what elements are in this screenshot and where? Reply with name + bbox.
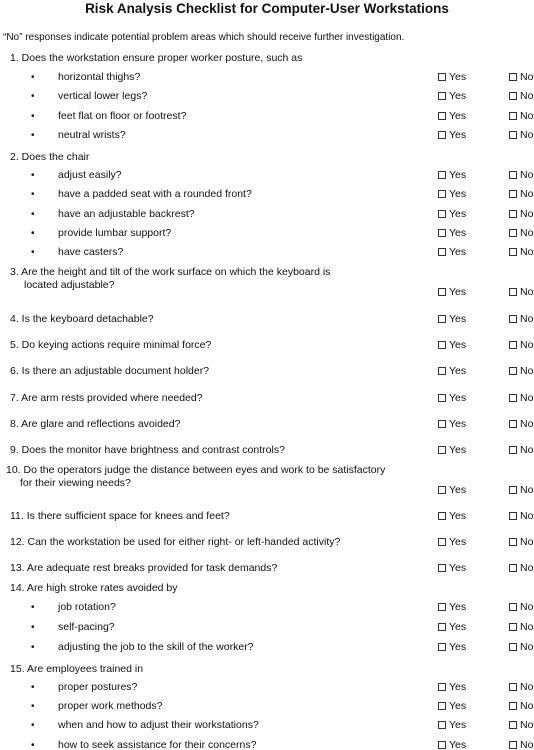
- no-option[interactable]: [509, 484, 533, 497]
- bullet-icon: •: [31, 602, 35, 613]
- yes-label: Yes: [449, 392, 467, 404]
- yes-checkbox[interactable]: [438, 288, 446, 296]
- no-label: No: [520, 484, 534, 496]
- question-text: [10, 536, 340, 549]
- question-line: 2. Does the chair: [10, 151, 90, 163]
- no-checkbox[interactable]: [509, 112, 517, 120]
- no-label: No: [520, 510, 534, 522]
- no-checkbox[interactable]: [509, 683, 517, 691]
- yes-checkbox[interactable]: [438, 229, 446, 237]
- no-checkbox[interactable]: [509, 248, 517, 256]
- no-label: No: [520, 110, 534, 122]
- no-label: No: [520, 188, 534, 200]
- no-checkbox[interactable]: [509, 741, 517, 749]
- yes-option[interactable]: [438, 246, 466, 259]
- no-label: No: [520, 641, 534, 653]
- yes-option[interactable]: [438, 621, 466, 634]
- question-text: [10, 562, 277, 575]
- no-label: No: [520, 621, 534, 633]
- yes-option[interactable]: [438, 418, 466, 431]
- no-checkbox[interactable]: [509, 131, 517, 139]
- no-label: No: [520, 286, 534, 298]
- no-option[interactable]: [509, 562, 533, 575]
- question-line: 9. Does the monitor have brightness and contrast controls?: [10, 444, 285, 456]
- question-text: [10, 418, 180, 431]
- yes-label: Yes: [449, 562, 467, 574]
- checklist-question: [0, 444, 534, 458]
- question-line: 14. Are high stroke rates avoided by: [10, 582, 178, 594]
- checklist-subitem: [0, 71, 534, 85]
- bullet-icon: •: [31, 642, 35, 653]
- question-text: [10, 392, 203, 405]
- question-text: [10, 151, 89, 164]
- no-option[interactable]: [509, 227, 533, 240]
- no-label: No: [520, 418, 534, 430]
- subitem-text: have an adjustable backrest?: [58, 208, 195, 220]
- checklist-subitem: [0, 169, 534, 183]
- no-label: No: [520, 208, 534, 220]
- yes-label: Yes: [449, 339, 467, 351]
- no-label: No: [520, 601, 534, 613]
- checklist-question: [0, 536, 534, 550]
- checklist-subitem: [0, 700, 534, 714]
- bullet-icon: •: [31, 247, 35, 258]
- yes-option[interactable]: [438, 188, 466, 201]
- subitem-text: when and how to adjust their workstations?: [58, 719, 259, 731]
- yes-option[interactable]: [438, 739, 466, 750]
- question-line: 4. Is the keyboard detachable?: [10, 313, 154, 325]
- yes-option[interactable]: [438, 286, 466, 299]
- subitem-text: vertical lower legs?: [58, 90, 148, 102]
- yes-option[interactable]: [438, 700, 466, 713]
- no-label: No: [520, 700, 534, 712]
- yes-label: Yes: [449, 227, 467, 239]
- question-text: [10, 339, 211, 352]
- no-checkbox[interactable]: [509, 603, 517, 611]
- no-option[interactable]: [509, 719, 533, 732]
- checklist-subitem: [0, 188, 534, 202]
- no-label: No: [520, 681, 534, 693]
- yes-option[interactable]: [438, 510, 466, 523]
- question-text: [10, 365, 209, 378]
- question-line: 6. Is there an adjustable document holder?: [10, 365, 210, 377]
- bullet-icon: •: [31, 740, 35, 750]
- no-label: No: [520, 71, 534, 83]
- yes-label: Yes: [449, 510, 467, 522]
- no-checkbox[interactable]: [509, 564, 517, 572]
- no-option[interactable]: [509, 601, 533, 614]
- yes-label: Yes: [449, 536, 467, 548]
- yes-label: Yes: [449, 365, 467, 377]
- no-option[interactable]: [509, 510, 533, 523]
- yes-checkbox[interactable]: [438, 394, 446, 402]
- no-option[interactable]: [509, 71, 533, 84]
- no-label: No: [520, 246, 534, 258]
- question-line: 10. Do the operators judge the distance between eyes and work to be satisfactory: [6, 464, 386, 476]
- subitem-text: proper work methods?: [58, 700, 163, 712]
- yes-label: Yes: [449, 246, 467, 258]
- no-label: No: [520, 444, 534, 456]
- yes-checkbox[interactable]: [438, 741, 446, 749]
- question-text: [10, 510, 230, 523]
- bullet-icon: •: [31, 209, 35, 220]
- yes-checkbox[interactable]: [438, 420, 446, 428]
- yes-option[interactable]: [438, 313, 466, 326]
- checklist-question: [0, 464, 534, 496]
- no-checkbox[interactable]: [509, 315, 517, 323]
- yes-label: Yes: [449, 129, 467, 141]
- no-option[interactable]: [509, 392, 533, 405]
- yes-option[interactable]: [438, 484, 466, 497]
- no-checkbox[interactable]: [509, 420, 517, 428]
- checklist-question: [0, 52, 534, 66]
- yes-option[interactable]: [438, 392, 466, 405]
- yes-option[interactable]: [438, 365, 466, 378]
- yes-checkbox[interactable]: [438, 564, 446, 572]
- yes-checkbox[interactable]: [438, 623, 446, 631]
- no-option[interactable]: [509, 286, 533, 299]
- yes-option[interactable]: [438, 71, 466, 84]
- yes-checkbox[interactable]: [438, 131, 446, 139]
- no-label: No: [520, 169, 534, 181]
- yes-label: Yes: [449, 313, 467, 325]
- question-line: 5. Do keying actions require minimal force?: [10, 339, 212, 351]
- no-option[interactable]: [509, 129, 533, 142]
- no-checkbox[interactable]: [509, 394, 517, 402]
- question-text: [10, 266, 330, 292]
- no-option[interactable]: [509, 169, 533, 182]
- yes-option[interactable]: [438, 562, 466, 575]
- yes-label: Yes: [449, 169, 467, 181]
- yes-checkbox[interactable]: [438, 486, 446, 494]
- bullet-icon: •: [31, 130, 35, 141]
- yes-checkbox[interactable]: [438, 92, 446, 100]
- yes-checkbox[interactable]: [438, 721, 446, 729]
- question-line: 8. Are glare and reflections avoided?: [10, 418, 181, 430]
- checklist-question: [0, 151, 534, 165]
- subitem-text: provide lumbar support?: [58, 227, 172, 239]
- yes-checkbox[interactable]: [438, 210, 446, 218]
- no-option[interactable]: [509, 365, 533, 378]
- bullet-icon: •: [31, 111, 35, 122]
- subitem-text: how to seek assistance for their concerns?: [58, 739, 257, 750]
- no-checkbox[interactable]: [509, 229, 517, 237]
- yes-label: Yes: [449, 739, 467, 750]
- question-line: 7. Are arm rests provided where needed?: [10, 392, 203, 404]
- no-label: No: [520, 90, 534, 102]
- no-label: No: [520, 129, 534, 141]
- no-checkbox[interactable]: [509, 702, 517, 710]
- checklist-subitem: [0, 246, 534, 260]
- yes-option[interactable]: [438, 719, 466, 732]
- no-checkbox[interactable]: [509, 288, 517, 296]
- subitem-text: proper postures?: [58, 681, 138, 693]
- no-label: No: [520, 313, 534, 325]
- checklist-question: [0, 582, 534, 596]
- no-label: No: [520, 365, 534, 377]
- no-option[interactable]: [509, 700, 533, 713]
- subitem-text: horizontal thighs?: [58, 71, 141, 83]
- yes-checkbox[interactable]: [438, 643, 446, 651]
- checklist-subitem: [0, 227, 534, 241]
- subitem-text: feet flat on floor or footrest?: [58, 110, 187, 122]
- yes-label: Yes: [449, 188, 467, 200]
- intro-note: “No” responses indicate potential problem areas which should receive further investigation.: [3, 32, 405, 43]
- no-checkbox[interactable]: [509, 210, 517, 218]
- bullet-icon: •: [31, 72, 35, 83]
- subitem-text: adjusting the job to the skill of the worker?: [58, 641, 254, 653]
- yes-checkbox[interactable]: [438, 315, 446, 323]
- no-option[interactable]: [509, 188, 533, 201]
- checklist-question: [0, 313, 534, 327]
- no-option[interactable]: [509, 536, 533, 549]
- question-line: 11. Is there sufficient space for knees and feet?: [10, 510, 230, 522]
- question-line: 1. Does the workstation ensure proper worker posture, such as: [10, 52, 303, 64]
- subitem-text: job rotation?: [58, 601, 116, 613]
- yes-label: Yes: [449, 641, 467, 653]
- yes-option[interactable]: [438, 227, 466, 240]
- yes-checkbox[interactable]: [438, 190, 446, 198]
- bullet-icon: •: [31, 91, 35, 102]
- no-label: No: [520, 339, 534, 351]
- question-text: [10, 663, 143, 676]
- no-checkbox[interactable]: [509, 446, 517, 454]
- document-title: Risk Analysis Checklist for Computer-User Workstations: [85, 1, 449, 16]
- no-checkbox[interactable]: [509, 643, 517, 651]
- no-option[interactable]: [509, 418, 533, 431]
- no-label: No: [520, 227, 534, 239]
- checklist-subitem: [0, 601, 534, 615]
- checklist-subitem: [0, 110, 534, 124]
- checklist-question: [0, 339, 534, 353]
- checklist-subitem: [0, 208, 534, 222]
- subitem-text: have casters?: [58, 246, 124, 258]
- checklist-subitem: [0, 739, 534, 750]
- no-checkbox[interactable]: [509, 538, 517, 546]
- question-line-2: located adjustable?: [24, 279, 115, 291]
- checklist-question: [0, 392, 534, 406]
- subitem-text: have a padded seat with a rounded front?: [58, 188, 252, 200]
- yes-option[interactable]: [438, 641, 466, 654]
- no-checkbox[interactable]: [509, 512, 517, 520]
- question-text: [10, 313, 154, 326]
- no-checkbox[interactable]: [509, 73, 517, 81]
- yes-label: Yes: [449, 700, 467, 712]
- no-checkbox[interactable]: [509, 190, 517, 198]
- yes-label: Yes: [449, 90, 467, 102]
- checklist-question: [0, 266, 534, 298]
- no-option[interactable]: [509, 739, 533, 750]
- yes-checkbox[interactable]: [438, 683, 446, 691]
- no-label: No: [520, 739, 534, 750]
- checklist-subitem: [0, 129, 534, 143]
- bullet-icon: •: [31, 622, 35, 633]
- checklist-subitem: [0, 90, 534, 104]
- yes-option[interactable]: [438, 90, 466, 103]
- question-text: [6, 464, 385, 490]
- no-label: No: [520, 392, 534, 404]
- yes-option[interactable]: [438, 129, 466, 142]
- no-checkbox[interactable]: [509, 486, 517, 494]
- no-option[interactable]: [509, 90, 533, 103]
- yes-label: Yes: [449, 418, 467, 430]
- yes-checkbox[interactable]: [438, 171, 446, 179]
- checklist-subitem: [0, 719, 534, 733]
- yes-label: Yes: [449, 719, 467, 731]
- subitem-text: self-pacing?: [58, 621, 115, 633]
- bullet-icon: •: [31, 189, 35, 200]
- no-option[interactable]: [509, 641, 533, 654]
- yes-checkbox[interactable]: [438, 603, 446, 611]
- checklist-subitem: [0, 681, 534, 695]
- no-checkbox[interactable]: [509, 171, 517, 179]
- no-option[interactable]: [509, 208, 533, 221]
- yes-checkbox[interactable]: [438, 367, 446, 375]
- question-text: [10, 582, 178, 595]
- bullet-icon: •: [31, 228, 35, 239]
- checklist-question: [0, 663, 534, 677]
- yes-label: Yes: [449, 484, 467, 496]
- bullet-icon: •: [31, 701, 35, 712]
- yes-checkbox[interactable]: [438, 446, 446, 454]
- yes-checkbox[interactable]: [438, 248, 446, 256]
- yes-label: Yes: [449, 681, 467, 693]
- question-text: [10, 52, 302, 65]
- no-option[interactable]: [509, 621, 533, 634]
- bullet-icon: •: [31, 720, 35, 731]
- question-line-2: for their viewing needs?: [20, 477, 131, 489]
- yes-label: Yes: [449, 621, 467, 633]
- no-checkbox[interactable]: [509, 92, 517, 100]
- question-line: 12. Can the workstation be used for either right- or left-handed activity?: [10, 536, 341, 548]
- yes-label: Yes: [449, 208, 467, 220]
- yes-checkbox[interactable]: [438, 512, 446, 520]
- no-option[interactable]: [509, 110, 533, 123]
- question-line: 13. Are adequate rest breaks provided for task demands?: [10, 562, 278, 574]
- no-option[interactable]: [509, 313, 533, 326]
- no-label: No: [520, 562, 534, 574]
- checklist-question: [0, 365, 534, 379]
- yes-option[interactable]: [438, 339, 466, 352]
- question-text: [10, 444, 285, 457]
- no-checkbox[interactable]: [509, 721, 517, 729]
- no-checkbox[interactable]: [509, 341, 517, 349]
- subitem-text: adjust easily?: [58, 169, 122, 181]
- no-option[interactable]: [509, 681, 533, 694]
- yes-checkbox[interactable]: [438, 702, 446, 710]
- yes-checkbox[interactable]: [438, 341, 446, 349]
- checklist-question: [0, 418, 534, 432]
- yes-option[interactable]: [438, 681, 466, 694]
- yes-label: Yes: [449, 71, 467, 83]
- no-option[interactable]: [509, 444, 533, 457]
- yes-label: Yes: [449, 110, 467, 122]
- question-line: 3. Are the height and tilt of the work surface on which the keyboard is: [10, 266, 331, 278]
- yes-option[interactable]: [438, 601, 466, 614]
- checklist-subitem: [0, 621, 534, 635]
- bullet-icon: •: [31, 682, 35, 693]
- yes-option[interactable]: [438, 110, 466, 123]
- checklist-subitem: [0, 641, 534, 655]
- no-option[interactable]: [509, 246, 533, 259]
- yes-label: Yes: [449, 286, 467, 298]
- yes-checkbox[interactable]: [438, 73, 446, 81]
- no-label: No: [520, 536, 534, 548]
- bullet-icon: •: [31, 170, 35, 181]
- checklist-question: [0, 562, 534, 576]
- no-checkbox[interactable]: [509, 623, 517, 631]
- yes-option[interactable]: [438, 536, 466, 549]
- checklist-question: [0, 510, 534, 524]
- no-option[interactable]: [509, 339, 533, 352]
- yes-checkbox[interactable]: [438, 538, 446, 546]
- no-label: No: [520, 719, 534, 731]
- no-checkbox[interactable]: [509, 367, 517, 375]
- subitem-text: neutral wrists?: [58, 129, 126, 141]
- yes-label: Yes: [449, 601, 467, 613]
- question-line: 15. Are employees trained in: [10, 663, 144, 675]
- yes-checkbox[interactable]: [438, 112, 446, 120]
- yes-option[interactable]: [438, 444, 466, 457]
- yes-option[interactable]: [438, 169, 466, 182]
- yes-option[interactable]: [438, 208, 466, 221]
- yes-label: Yes: [449, 444, 467, 456]
